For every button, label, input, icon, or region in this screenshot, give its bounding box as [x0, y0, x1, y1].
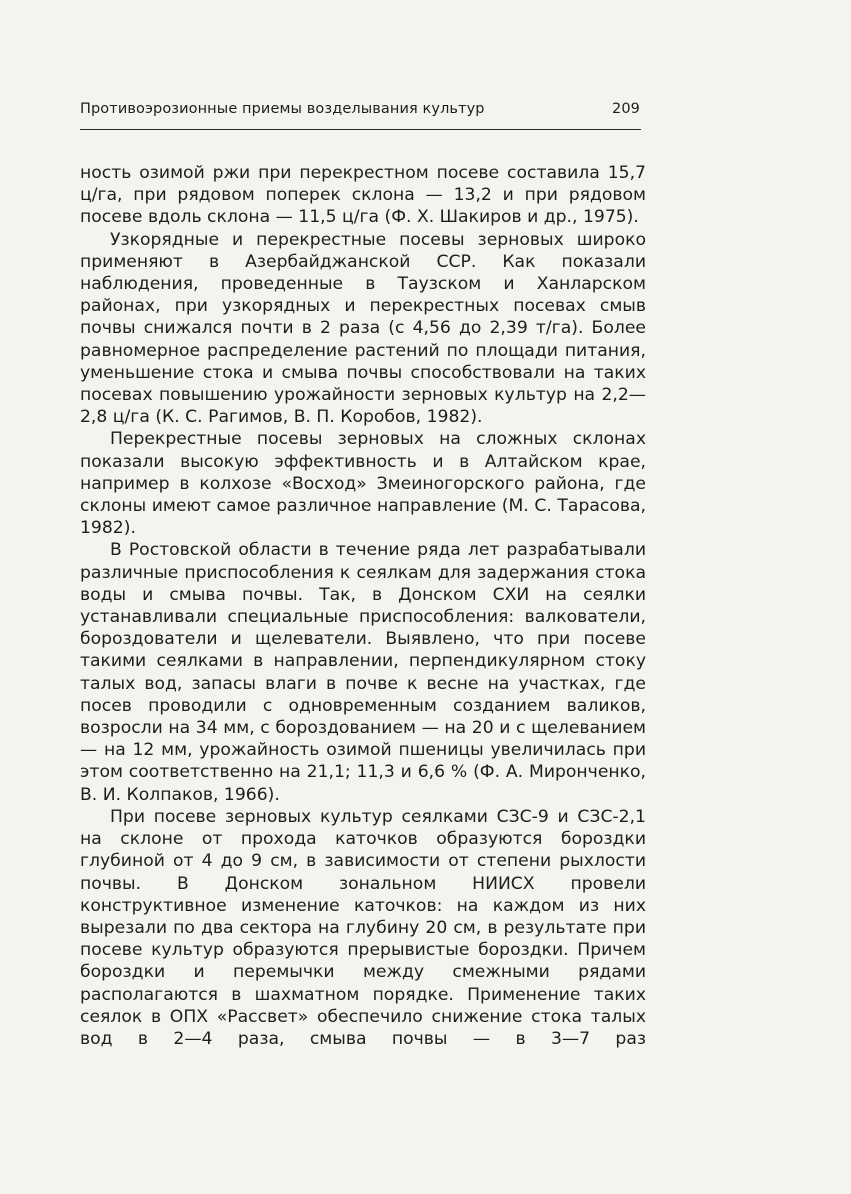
paragraph-3: Перекрестные посевы зерновых на сложных склонах показали высокую эффективность и в Алтайском крае, например в колхозе «Восход» Змеиногорского района, где склоны имеют самое различное направление (М. С. Тарасова, 1982). — [80, 429, 646, 539]
paragraph-4: В Ростовской области в течение ряда лет разрабатывали различные приспособления к сеялкам для задержания стока воды и смыва почвы. Так, в Донском СХИ на сеялки устанавливали специальные приспособления: валкователи, бороздователи и щелеватели. Выявлено, что при посеве такими сеялками в направлении, перпендикулярном стоку талых вод, запасы влаги в почве к весне на участках, где посев проводили с одновременным созданием валиков, возросли на 34 мм, с бороздованием — на 20 и с щелеванием — на 12 мм, урожайность озимой пшеницы увеличилась при этом соответственно на 21,1; 11,3 и 6,6 % (Ф. А. Мирончeнко, В. И. Колпаков, 1966). — [80, 540, 646, 805]
running-header — [80, 101, 640, 117]
header-rule — [80, 129, 641, 130]
paragraph-5: При посеве зерновых культур сеялками СЗС-9 и СЗС-2,1 на склоне от прохода каточков образуются бороздки глубиной от 4 до 9 см, в зависимости от степени рыхлости почвы. В Донском зональном НИИСХ провели конструктивное изменение каточков: на каждом из них вырезали по два сектора на глубину 20 см, в результате при посеве культур образуются прерывистые бороздки. Причем бороздки и перемычки между смежными рядами располагаются в шахматном порядке. Применение таких сеялок в ОПХ «Рассвет» обеспечило снижение стока талых вод в 2—4 раза, смыва почвы — в 3—7 раз — [80, 806, 646, 1049]
paragraph-1: ность озимой ржи при перекрестном посеве составила 15,7 ц/га, при рядовом поперек склона — 13,2 и при рядовом посеве вдоль склона — 11,5 ц/га (Ф. Х. Шакиров и др., 1975). — [80, 163, 646, 228]
header-title: Противоэрозионные приемы возделывания культур — [80, 101, 485, 117]
page-number: 209 — [612, 101, 640, 117]
body-text — [80, 162, 646, 1050]
paragraph-2: Узкорядные и перекрестные посевы зерновых широко применяют в Азербайджанской ССР. Как показали наблюдения, проведенные в Таузском и Ханларском районах, при узкорядных и перекрестных посевах смыв почвы снижался почти в 2 раза (с 4,56 до 2,39 т/га). Более равномерное распределение растений по площади питания, уменьшение стока и смыва почвы способствовали на таких посевах повышению урожайности зерновых культур на 2,2—2,8 ц/га (К. С. Рагимов, В. П. Коробов, 1982). — [80, 229, 646, 428]
